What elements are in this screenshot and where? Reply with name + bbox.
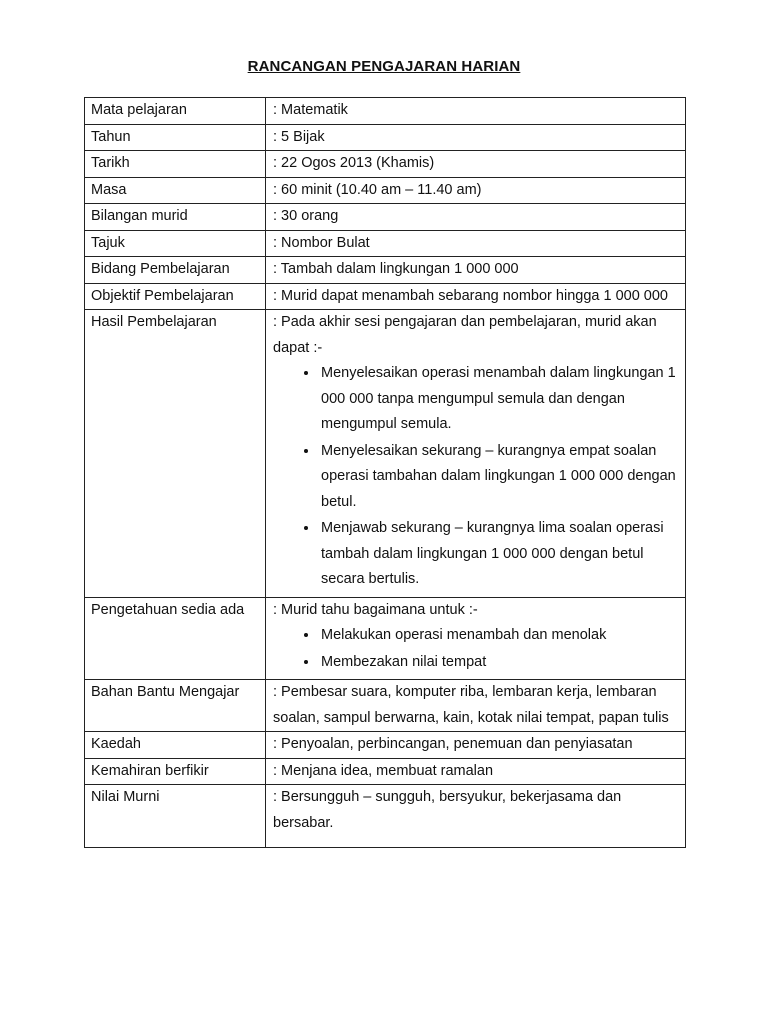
table-row (85, 98, 686, 125)
row-value: : 22 Ogos 2013 (Khamis) (266, 151, 686, 178)
table-row (85, 597, 686, 680)
table-row (85, 230, 686, 257)
list-item: • Membezakan nilai tempat (319, 650, 677, 676)
row-intro-text: : Pada akhir sesi pengajaran dan pembelajaran, murid akan dapat :- (273, 314, 657, 356)
bullet-list (273, 361, 677, 593)
row-value (266, 785, 686, 848)
row-label: Hasil Pembelajaran (85, 310, 266, 598)
row-intro-text: : Murid tahu bagaimana untuk :- (273, 601, 478, 618)
row-label: Tajuk (85, 230, 266, 257)
table-row (85, 124, 686, 151)
bullet-list (273, 623, 677, 675)
row-label: Bahan Bantu Mengajar (85, 680, 266, 732)
table-row (85, 785, 686, 848)
list-item: • Menyelesaikan sekurang – kurangnya empat soalan operasi tambahan dalam lingkungan 1 000 000 dengan betul. (319, 439, 677, 516)
table-row (85, 758, 686, 785)
row-value: : Matematik (266, 98, 686, 125)
row-value: : Tambah dalam lingkungan 1 000 000 (266, 257, 686, 284)
row-value: : 5 Bijak (266, 124, 686, 151)
row-value: : Menjana idea, membuat ramalan (266, 758, 686, 785)
row-label: Tarikh (85, 151, 266, 178)
lesson-plan-table (84, 97, 686, 848)
row-label: Bidang Pembelajaran (85, 257, 266, 284)
row-value: : Nombor Bulat (266, 230, 686, 257)
row-value: : Pembesar suara, komputer riba, lembaran kerja, lembaran soalan, sampul berwarna, kain, kotak nilai tempat, papan tulis (266, 680, 686, 732)
row-label: Bilangan murid (85, 204, 266, 231)
row-label: Masa (85, 177, 266, 204)
row-value: : Murid dapat menambah sebarang nombor hingga 1 000 000 (266, 283, 686, 310)
table-row (85, 680, 686, 732)
table-row (85, 151, 686, 178)
list-item: • Menjawab sekurang – kurangnya lima soalan operasi tambah dalam lingkungan 1 000 000 dengan betul secara bertulis. (319, 516, 677, 593)
cell-spacer (273, 836, 677, 844)
row-label: Objektif Pembelajaran (85, 283, 266, 310)
table-row (85, 177, 686, 204)
table-row (85, 283, 686, 310)
row-value-text: : Bersungguh – sungguh, bersyukur, bekerjasama dan bersabar. (273, 789, 622, 831)
row-value: : 30 orang (266, 204, 686, 231)
row-label: Kemahiran berfikir (85, 758, 266, 785)
row-value (266, 310, 686, 598)
table-row (85, 732, 686, 759)
list-item: • Menyelesaikan operasi menambah dalam lingkungan 1 000 000 tanpa mengumpul semula dan dengan mengumpul semula. (319, 361, 677, 438)
row-label: Pengetahuan sedia ada (85, 597, 266, 680)
row-label: Tahun (85, 124, 266, 151)
list-item: • Melakukan operasi menambah dan menolak (319, 623, 677, 649)
document-title: RANCANGAN PENGAJARAN HARIAN (247, 58, 521, 75)
table-row (85, 310, 686, 598)
row-label: Kaedah (85, 732, 266, 759)
row-label: Mata pelajaran (85, 98, 266, 125)
row-value: : 60 minit (10.40 am – 11.40 am) (266, 177, 686, 204)
table-row (85, 257, 686, 284)
row-value (266, 597, 686, 680)
row-label: Nilai Murni (85, 785, 266, 848)
table-row (85, 204, 686, 231)
row-value: : Penyoalan, perbincangan, penemuan dan penyiasatan (266, 732, 686, 759)
